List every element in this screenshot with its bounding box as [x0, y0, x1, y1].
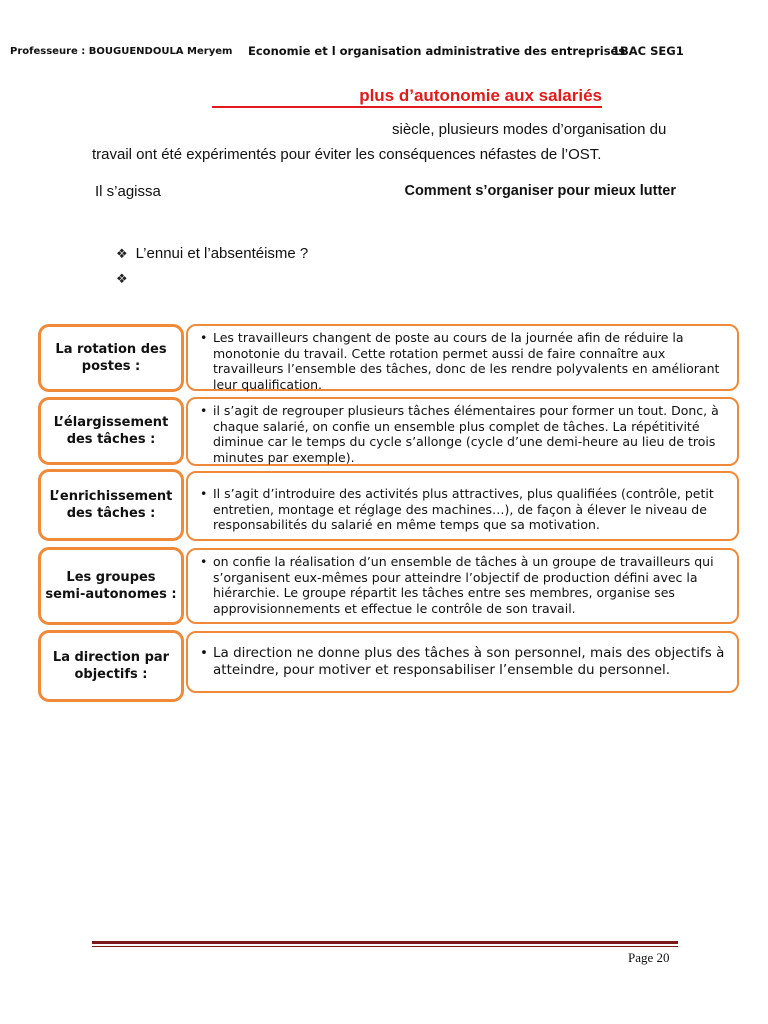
class-level: 1BAC SEG1	[612, 44, 684, 58]
teacher-name: Professeure : BOUGUENDOULA Meryem	[10, 46, 233, 57]
intro-line-3-left: Il s’agissa	[95, 183, 161, 200]
mode-label-groupes: Les groupes semi-autonomes :	[38, 547, 184, 625]
intro-line-2: travail ont été expérimentés pour éviter les conséquences néfastes de l’OST.	[92, 146, 602, 163]
mode-description-text: La direction ne donne plus des tâches à son personnel, mais des objectifs à atteindre, pour motiver et responsabiliser l’ensemble du personnel.	[213, 645, 725, 678]
bullet-dot-icon: •	[200, 554, 208, 569]
bullet-item-1	[116, 245, 308, 262]
mode-description-text: on confie la réalisation d’un ensemble de tâches à un groupe de travailleurs qui s’organisent eux-mêmes pour atteindre l’objectif de production défini avec la hiérarchie. Le groupe répartit les tâches entre ses membres, organise ses approvisionnements et effectue le contrôle de son travail.	[213, 554, 714, 616]
footer-divider	[92, 941, 678, 944]
subject-title: Economie et l organisation administrative des entreprises	[248, 44, 626, 58]
bullet-dot-icon: •	[200, 645, 208, 661]
mode-label-elargissement: L’élargissement des tâches :	[38, 397, 184, 465]
mode-description-direction	[186, 631, 739, 693]
diamond-bullet-icon: ❖	[116, 271, 128, 286]
section-title	[212, 86, 602, 108]
mode-description-text: Il s’agit d’introduire des activités plus attractives, plus qualifiées (contrôle, petit entretien, montage et réglage des machines…), de façon à élever le niveau de responsabilités du salarié en même temps que sa motivation.	[213, 486, 714, 532]
mode-description-rotation	[186, 324, 739, 391]
mode-label-rotation: La rotation des postes :	[38, 324, 184, 392]
mode-description-text: il s’agit de regrouper plusieurs tâches élémentaires pour former un tout. Donc, à chaque salarié, on confie un ensemble plus complet de tâches. La répétitivité diminue car le temps du cycle s’allonge (cycle d’une demi-heure au lieu de trois minutes par exemple).	[213, 403, 719, 465]
intro-question: Comment s’organiser pour mieux lutter	[404, 183, 676, 199]
mode-description-elargissement	[186, 397, 739, 466]
bullet-item-2	[116, 270, 136, 287]
page-number: Page 20	[628, 950, 670, 965]
bullet-text-1: L’ennui et l’absentéisme ?	[135, 245, 309, 262]
mode-description-groupes	[186, 548, 739, 624]
intro-line-1: siècle, plusieurs modes d’organisation du	[392, 121, 667, 138]
bullet-dot-icon: •	[200, 486, 208, 501]
footer-divider-thin	[92, 946, 678, 947]
page-header	[10, 44, 710, 60]
mode-label-direction: La direction par objectifs :	[38, 630, 184, 702]
bullet-dot-icon: •	[200, 330, 208, 345]
mode-description-enrichissement	[186, 471, 739, 541]
diamond-bullet-icon: ❖	[116, 246, 128, 261]
bullet-dot-icon: •	[200, 403, 208, 418]
mode-description-text: Les travailleurs changent de poste au cours de la journée afin de réduire la monotonie du travail. Cette rotation permet aussi de faire connaître aux travailleurs l’ensemble des tâches, donc de les rendre polyvalents en améliorant leur qualification.	[213, 330, 720, 392]
mode-label-enrichissement: L’enrichissement des tâches :	[38, 469, 184, 541]
section-title-text: plus d’autonomie aux salariés	[359, 86, 602, 105]
